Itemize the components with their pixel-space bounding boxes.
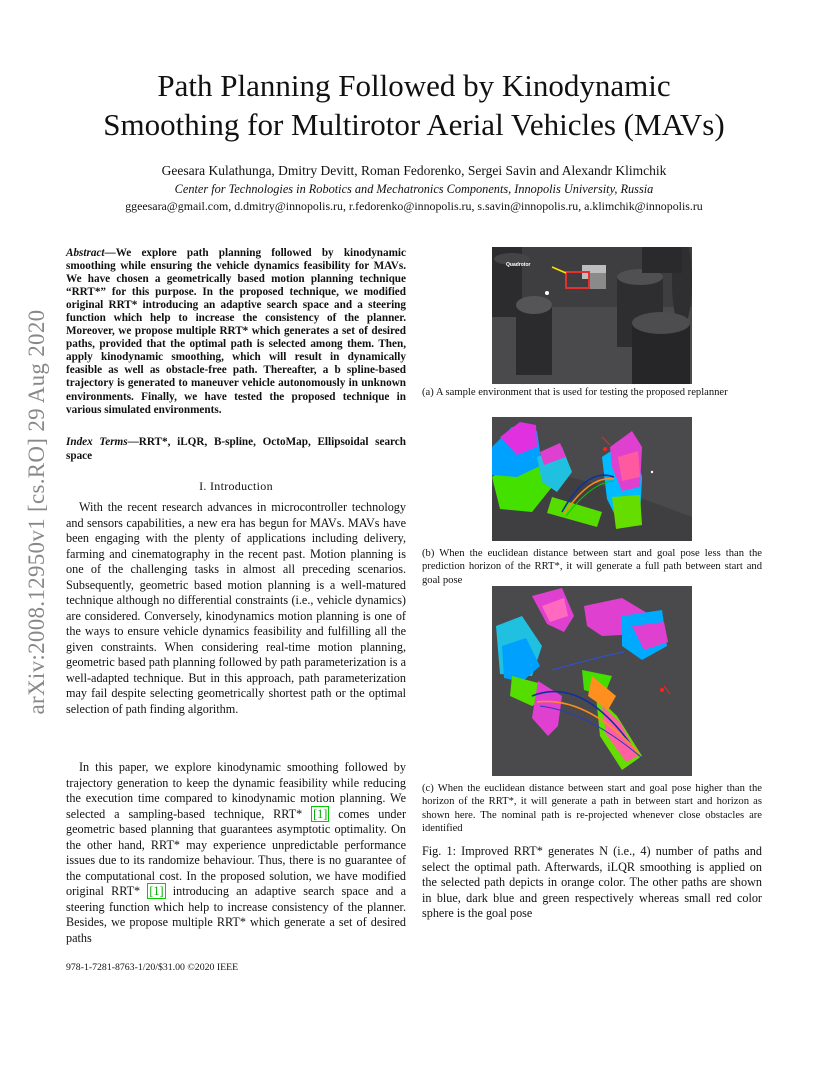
arxiv-stamp-text: arXiv:2008.12950v1 [cs.RO] 29 Aug 2020 [24,309,49,715]
intro-paragraph-2 [66,760,406,946]
abstract-text: —We explore path planning followed by kinodynamic smoothing while ensuring the vehicle dynamics feasibility for MAVs. We have chosen a geometrically based motion planning technique “RRT*” for this purpose. In the proposed technique, we modified original RRT* introducing an adaptive search space and a steering function which help to increase the consistency of the planner. Moreover, we propose multiple RRT* which generates a set of desired paths, provided that the optimal path is selected among them. Then, apply kinodynamic smoothing, which will result in dynamically feasible as well as obstacle-free path. Thereafter, a b spline-based trajectory is generated to maneuver vehicle autonomously in unknown environments. Finally, we have tested the proposed technique in various simulated environments. [66,247,406,416]
intro-paragraph-1: With the recent research advances in microcontroller technology and sensors capabilities, a new era has begun for MAVs. MAVs have been engaging with the plenty of applications including delivery, farming and cinematography in the recent past. Motion planning is one of the challenging tasks in almost all preceding scenarios. Subsequently, geometric based motion planning is a well-matured technique although no differential constraints (i.e., vehicle dynamics) are considered. Conversely, kinodynamics motion planning is one of the ways to ensure vehicle dynamics feasibility and fulfilling all the given constraints. When considering real-time motion planning, geometric based path planning followed by path parameterization is a well-adapted technique. But in this approach, path parameterization may fail despite selecting geometrically shortest path or the optimal selection of path finding algorithm. [66,500,406,716]
copyright-footer: 978-1-7281-8763-1/20/$31.00 ©2020 IEEE [66,962,239,973]
index-terms [66,436,406,463]
title-line-2: Smoothing for Multirotor Aerial Vehicles (MAVs) [103,107,725,142]
caption-a: (a) A sample environment that is used for testing the proposed replanner [422,387,728,398]
intro-p2-part-b: comes under geometric based planning that guarantees asymptotic optimality. On the other hand, RRT* may experience unpredictable performance issues due to its randomize behaviour. Thus, there is no guarantee of the computational cost. In the proposed solution, we have modified original RRT* [66,806,406,898]
index-terms-label: Index Terms [66,436,128,448]
citation-link[interactable]: [1] [149,884,164,898]
abstract [66,247,406,417]
citation-link[interactable]: [1] [313,806,328,821]
figure-b-image [492,417,692,541]
abstract-label: Abstract [66,247,105,259]
intro-p2-part-a: In this paper, we explore kinodynamic smoothing followed by trajectory generation to keep the dynamic feasibility while reducing the execution time compared to kinodynamic motion planning. We selected a sampling-based technique, RRT* [66,760,406,821]
authors: Geesara Kulathunga, Dmitry Devitt, Roman Fedorenko, Sergei Savin and Alexandr Klimchik [161,163,667,178]
intro-p2-part-c: introducing an adaptive search space and a steering function which help to increase consistency of the planner. Besides, we propose multiple RRT* which generate a set of desired paths [66,884,406,945]
arxiv-stamp [18,262,56,762]
section-heading: I. Introduction [199,479,273,493]
title-line-1: Path Planning Followed by Kinodynamic [157,68,671,103]
caption-c: (c) When the euclidean distance between start and goal pose higher than the horizon of the RRT*, it will generate a path in between start and horizon as shown here. The nominal path is re-projected whenever close obstacles are identified [422,783,762,834]
figure-1-caption: Fig. 1: Improved RRT* generates N (i.e., 4) number of paths and select the optimal path. Afterwards, iLQR smoothing is applied on the selected path depicts in orange color. The other paths are shown in blue, dark blue and green respectively whereas small red color sphere is the goal pose [422,844,762,920]
affiliation: Center for Technologies in Robotics and Mechatronics Components, Innopolis University, Russia [174,182,654,196]
quadrotor-label: Quadrotor [506,262,531,268]
author-emails: ggeesara@gmail.com, d.dmitry@innopolis.ru, r.fedorenko@innopolis.ru, s.savin@innopolis.ru, a.klimchik@innopolis.ru [125,199,703,213]
paper-title [60,66,768,144]
figure-a-image [492,247,692,384]
caption-b: (b) When the euclidean distance between start and goal pose less than the prediction horizon of the RRT*, it will generate a full path between start and goal pose [422,548,762,586]
index-terms-text: —RRT*, iLQR, B-spline, OctoMap, Ellipsoidal search space [66,436,406,462]
figure-c-image [492,586,692,776]
